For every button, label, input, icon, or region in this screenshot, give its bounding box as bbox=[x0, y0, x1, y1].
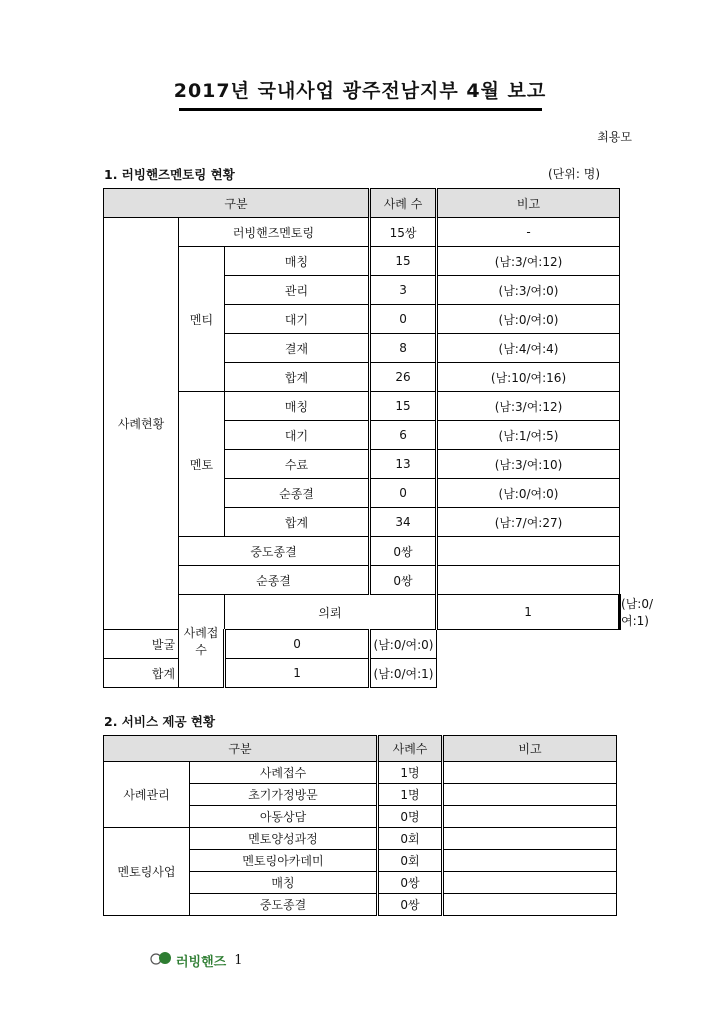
row-label: 관리 bbox=[225, 276, 370, 305]
group-label-case-status: 사례현황 bbox=[104, 218, 179, 630]
document-title: 2017년 국내사업 광주전남지부 4월 보고 bbox=[173, 80, 547, 102]
table-header-row bbox=[104, 736, 617, 762]
row-count: 0쌍 bbox=[378, 894, 443, 916]
row-count: 0회 bbox=[378, 828, 443, 850]
row-label: 순종결 bbox=[225, 479, 370, 508]
table-row bbox=[104, 566, 620, 595]
row-count: 1 bbox=[225, 659, 370, 688]
row-count: 26 bbox=[370, 363, 437, 392]
row-note: (남:3/여:12) bbox=[437, 247, 620, 276]
page-number: 1 bbox=[234, 952, 243, 968]
table-row: 사례접수 의뢰 1 (남:0/여:1) bbox=[104, 595, 620, 630]
row-count: 15 bbox=[370, 392, 437, 421]
row-note: (남:1/여:5) bbox=[437, 421, 620, 450]
row-count: 1 bbox=[437, 595, 620, 630]
group-label-intake: 사례접수 bbox=[179, 595, 225, 688]
header-note: 비고 bbox=[443, 736, 617, 762]
mentoring-status-table bbox=[103, 188, 654, 688]
row-label: 매칭 bbox=[225, 392, 370, 421]
row-label: 발굴 bbox=[104, 630, 225, 659]
unit-label: (단위: 명) bbox=[548, 167, 600, 181]
row-note bbox=[443, 806, 617, 828]
row-note: (남:10/여:16) bbox=[437, 363, 620, 392]
table-row bbox=[104, 218, 620, 247]
service-status-table bbox=[103, 735, 617, 916]
row-note: (남:0/여:0) bbox=[370, 630, 437, 659]
header-category: 구분 bbox=[104, 189, 370, 218]
row-label: 멘토링아카데미 bbox=[190, 850, 378, 872]
row-note: - bbox=[437, 218, 620, 247]
row-note: (남:3/여:0) bbox=[437, 276, 620, 305]
table-header-row bbox=[104, 189, 620, 218]
row-count: 0명 bbox=[378, 806, 443, 828]
row-note bbox=[443, 872, 617, 894]
table-row bbox=[104, 537, 620, 566]
row-count: 13 bbox=[370, 450, 437, 479]
row-label: 순종결 bbox=[179, 566, 370, 595]
row-note bbox=[443, 828, 617, 850]
row-label: 대기 bbox=[225, 421, 370, 450]
row-label: 사례접수 bbox=[190, 762, 378, 784]
row-count: 0 bbox=[370, 479, 437, 508]
row-note bbox=[437, 537, 620, 566]
row-note bbox=[443, 762, 617, 784]
row-note: (남:4/여:4) bbox=[437, 334, 620, 363]
section2-heading: 2. 서비스 제공 현황 bbox=[104, 714, 216, 729]
logo-text: 러빙핸즈 bbox=[176, 954, 227, 970]
row-label: 합계 bbox=[225, 363, 370, 392]
row-count: 15 bbox=[370, 247, 437, 276]
row-note: (남:3/여:12) bbox=[437, 392, 620, 421]
row-note: (남:3/여:10) bbox=[437, 450, 620, 479]
row-count: 0 bbox=[225, 630, 370, 659]
table-row bbox=[104, 828, 617, 850]
group-label-mentoring-program: 멘토링사업 bbox=[104, 828, 190, 916]
row-count: 3 bbox=[370, 276, 437, 305]
row-count: 0 bbox=[370, 305, 437, 334]
subgroup-label-mentee: 멘티 bbox=[179, 247, 225, 392]
header-count: 사례수 bbox=[378, 736, 443, 762]
row-count: 8 bbox=[370, 334, 437, 363]
row-note bbox=[437, 566, 620, 595]
row-label: 러빙핸즈멘토링 bbox=[179, 218, 370, 247]
row-count: 0쌍 bbox=[370, 566, 437, 595]
row-note: (남:7/여:27) bbox=[437, 508, 620, 537]
row-note bbox=[443, 894, 617, 916]
row-count: 1명 bbox=[378, 784, 443, 806]
row-label: 멘토양성과정 bbox=[190, 828, 378, 850]
row-label: 중도종결 bbox=[190, 894, 378, 916]
section1-heading: 1. 러빙핸즈멘토링 현황 bbox=[104, 167, 235, 182]
title-underline bbox=[179, 108, 542, 111]
row-label: 결재 bbox=[225, 334, 370, 363]
row-label: 아동상담 bbox=[190, 806, 378, 828]
author-name: 최용모 bbox=[597, 130, 632, 144]
row-note: (남:0/여:0) bbox=[437, 479, 620, 508]
row-label: 매칭 bbox=[190, 872, 378, 894]
header-count: 사례 수 bbox=[370, 189, 437, 218]
row-note bbox=[443, 784, 617, 806]
header-category: 구분 bbox=[104, 736, 378, 762]
row-note: (남:0/여:0) bbox=[437, 305, 620, 334]
row-label: 대기 bbox=[225, 305, 370, 334]
row-label: 합계 bbox=[104, 659, 225, 688]
row-label: 중도종결 bbox=[179, 537, 370, 566]
page-footer bbox=[150, 950, 243, 970]
group-label-case-management: 사례관리 bbox=[104, 762, 190, 828]
row-count: 0쌍 bbox=[370, 537, 437, 566]
row-count: 15쌍 bbox=[370, 218, 437, 247]
row-label: 수료 bbox=[225, 450, 370, 479]
row-count: 0회 bbox=[378, 850, 443, 872]
table-row bbox=[104, 659, 620, 688]
row-count: 1명 bbox=[378, 762, 443, 784]
table-row bbox=[104, 392, 620, 421]
row-note bbox=[443, 850, 617, 872]
row-count: 0쌍 bbox=[378, 872, 443, 894]
row-label: 합계 bbox=[225, 508, 370, 537]
row-label: 의뢰 bbox=[225, 595, 437, 630]
row-count: 6 bbox=[370, 421, 437, 450]
subgroup-label-mentor: 멘토 bbox=[179, 392, 225, 537]
loving-hands-logo-icon bbox=[150, 950, 172, 970]
row-note: (남:0/여:1) bbox=[370, 659, 437, 688]
table-row bbox=[104, 247, 620, 276]
row-label: 매칭 bbox=[225, 247, 370, 276]
table-row bbox=[104, 762, 617, 784]
table-row bbox=[104, 630, 620, 659]
row-count: 34 bbox=[370, 508, 437, 537]
row-label: 초기가정방문 bbox=[190, 784, 378, 806]
header-note: 비고 bbox=[437, 189, 620, 218]
